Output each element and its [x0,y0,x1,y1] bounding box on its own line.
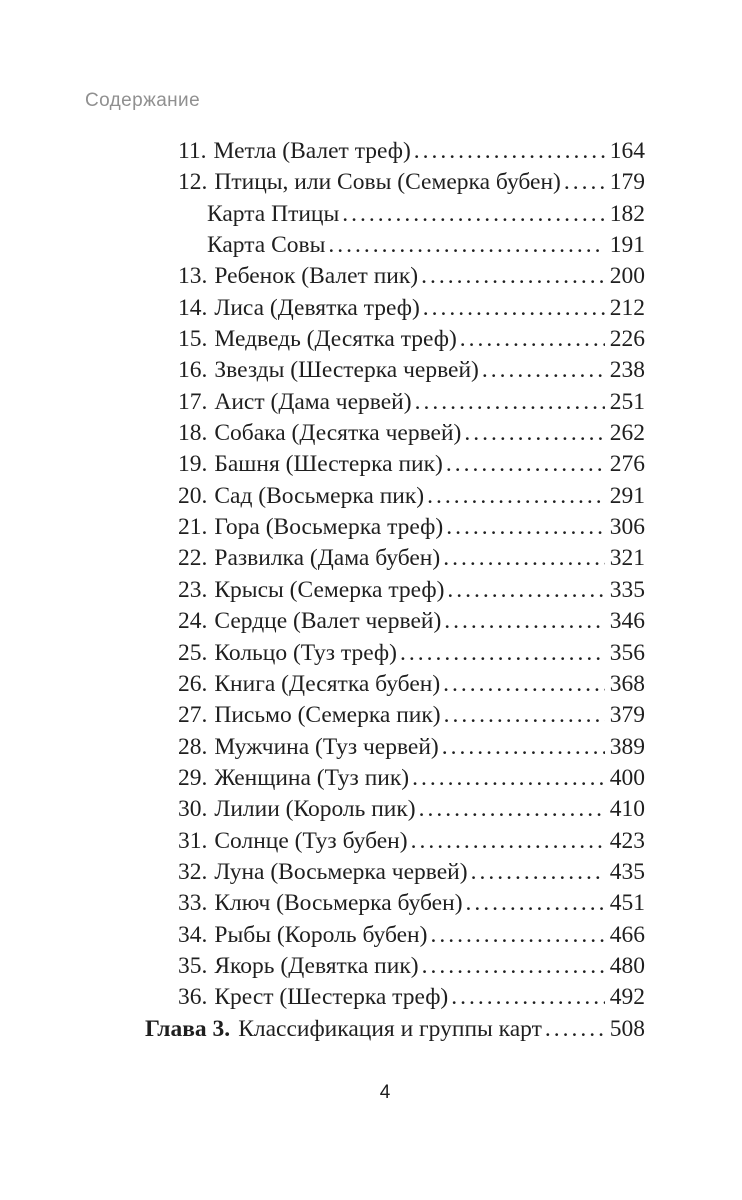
table-of-contents [145,136,645,1045]
toc-entry-label: Сад (Восьмерка пик) [214,482,425,509]
toc-entry-page: 306 [609,514,645,541]
dot-leader [419,794,605,825]
toc-entry-label: Сердце (Валет червей) [214,608,442,635]
toc-entry-label: Карта Птицы [207,200,340,227]
toc-entry-number: 28. [178,733,208,760]
dot-leader [446,512,605,543]
toc-entry-number: 12. [178,169,208,196]
toc-entry-page: 410 [609,796,645,823]
toc-entry-number: 11. [178,138,207,164]
toc-entry-number: 19. [178,451,208,478]
toc-entry-label: Собака (Десятка червей) [214,420,462,447]
toc-entry[interactable] [145,261,645,292]
toc-entry-page: 238 [609,357,645,384]
toc-entry-number: 35. [178,952,208,979]
toc-entry-page: 423 [609,827,645,854]
toc-entry-label: Ключ (Восьмерка бубен) [214,890,463,917]
toc-entry-page: 276 [609,451,645,478]
dot-leader [482,355,605,386]
toc-entry-label: Аист (Дама червей) [214,388,412,415]
toc-entry[interactable] [145,638,645,669]
toc-entry-page: 368 [609,670,645,697]
toc-entry-label: Рыбы (Король бубен) [214,921,428,948]
toc-entry-label: Книга (Десятка бубен) [214,670,441,697]
dot-leader [444,700,605,731]
toc-entry[interactable] [145,199,645,230]
toc-entry[interactable] [145,700,645,731]
dot-leader [342,199,604,230]
toc-entry-label: Медведь (Десятка треф) [214,326,457,353]
page-number: 4 [379,1082,391,1103]
toc-chapter-prefix: Глава 3. [145,1015,231,1042]
dot-leader [444,606,604,637]
running-header: Содержание [85,90,201,111]
toc-entry[interactable] [145,387,645,418]
toc-entry-page: 251 [609,388,645,415]
toc-entry-page: 492 [609,984,645,1011]
dot-leader [466,888,605,919]
toc-entry-label: Кольцо (Туз треф) [214,639,397,666]
toc-entry[interactable] [145,669,645,700]
toc-entry-page: 182 [609,200,645,227]
toc-entry[interactable] [145,732,645,763]
toc-entry[interactable] [145,324,645,355]
toc-entry[interactable] [145,982,645,1013]
toc-entry-label: Карта Совы [207,232,326,259]
dot-leader [430,920,604,951]
dot-leader [464,418,604,449]
dot-leader [545,1014,605,1045]
toc-entry-number: 18. [178,420,208,447]
toc-entry-label: Солнце (Туз бубен) [214,827,408,854]
toc-entry-label: Лилии (Король пик) [214,796,416,823]
dot-leader [446,449,605,480]
toc-entry[interactable] [145,230,645,261]
toc-entry-number: 33. [178,890,208,917]
toc-entry-number: 22. [178,545,208,572]
toc-entry-label: Башня (Шестерка пик) [214,451,443,478]
toc-entry-page: 466 [609,921,645,948]
toc-entry-number: 34. [178,921,208,948]
toc-entry-label: Классификация и группы карт [238,1015,542,1042]
dot-leader [447,575,604,606]
toc-entry-page: 435 [609,858,645,885]
toc-entry-label: Птицы, или Совы (Семерка бубен) [214,169,561,196]
toc-entry-page: 262 [609,420,645,447]
toc-entry[interactable] [145,951,645,982]
dot-leader [451,982,604,1013]
toc-entry[interactable] [145,293,645,324]
toc-entry[interactable] [145,418,645,449]
toc-entry-page: 451 [609,890,645,917]
toc-entry-number: 32. [178,858,208,885]
toc-entry-page: 389 [609,733,645,760]
toc-entry[interactable] [145,794,645,825]
toc-entry-number: 21. [178,514,208,541]
toc-entry-label: Крысы (Семерка треф) [214,576,445,603]
dot-leader [442,732,605,763]
dot-leader [415,387,605,418]
dot-leader [412,763,605,794]
toc-entry-label: Ребенок (Валет пик) [214,263,419,290]
toc-entry[interactable] [145,575,645,606]
toc-entry-number: 26. [178,670,208,697]
toc-entry[interactable] [145,1014,645,1045]
toc-entry-label: Лиса (Девятка треф) [214,294,420,321]
toc-entry-number: 36. [178,984,208,1011]
dot-leader [411,826,605,857]
dot-leader [443,543,605,574]
toc-entry-number: 14. [178,294,208,321]
toc-entry-label: Звезды (Шестерка червей) [214,357,479,384]
toc-entry-page: 508 [609,1015,645,1042]
toc-entry-number: 24. [178,608,208,635]
toc-entry-number: 16. [178,357,208,384]
toc-entry-number: 15. [178,326,208,353]
toc-entry[interactable] [145,826,645,857]
dot-leader [460,324,605,355]
dot-leader [423,293,605,324]
toc-entry-page: 400 [609,764,645,791]
toc-entry-label: Метла (Валет треф) [213,138,411,164]
toc-entry-page: 212 [609,294,645,321]
toc-entry-number: 30. [178,796,208,823]
toc-entry-label: Развилка (Дама бубен) [214,545,441,572]
toc-entry-label: Письмо (Семерка пик) [214,702,441,729]
dot-leader [328,230,604,261]
toc-entry-number: 23. [178,576,208,603]
toc-entry-label: Якорь (Девятка пик) [214,952,419,979]
toc-entry-page: 356 [609,639,645,666]
toc-entry[interactable] [145,888,645,919]
dot-leader [422,951,605,982]
toc-entry-number: 13. [178,263,208,290]
toc-entry[interactable] [145,543,645,574]
toc-entry-page: 335 [609,576,645,603]
toc-entry[interactable] [145,136,645,167]
toc-entry[interactable] [145,857,645,888]
toc-entry-page: 164 [609,138,645,164]
toc-entry[interactable] [145,167,645,198]
toc-entry[interactable] [145,920,645,951]
toc-entry[interactable] [145,763,645,794]
toc-entry-number: 29. [178,764,208,791]
toc-entry-number: 31. [178,827,208,854]
toc-entry-page: 480 [609,952,645,979]
toc-entry-number: 17. [178,388,208,415]
toc-entry-page: 226 [609,326,645,353]
toc-entry[interactable] [145,449,645,480]
toc-entry-page: 200 [609,263,645,290]
dot-leader [427,481,605,512]
toc-entry-number: 27. [178,702,208,729]
toc-entry[interactable] [145,606,645,637]
toc-entry-page: 191 [609,232,645,259]
toc-entry-page: 379 [609,702,645,729]
toc-entry-page: 321 [609,545,645,572]
toc-entry-page: 291 [609,482,645,509]
dot-leader [414,136,605,167]
toc-entry-label: Гора (Восьмерка треф) [214,514,444,541]
dot-leader [421,261,605,292]
dot-leader [443,669,605,700]
toc-entry[interactable] [145,355,645,386]
dot-leader [471,857,605,888]
toc-entry[interactable] [145,512,645,543]
toc-entry[interactable] [145,481,645,512]
toc-entry-page: 179 [609,169,645,196]
toc-entry-number: 25. [178,639,208,666]
toc-entry-number: 20. [178,482,208,509]
dot-leader [400,638,605,669]
toc-entry-page: 346 [609,608,645,635]
toc-entry-label: Крест (Шестерка треф) [214,984,449,1011]
toc-entry-label: Женщина (Туз пик) [214,764,410,791]
toc-entry-label: Мужчина (Туз червей) [214,733,439,760]
dot-leader [564,167,605,198]
toc-entry-label: Луна (Восьмерка червей) [214,858,468,885]
